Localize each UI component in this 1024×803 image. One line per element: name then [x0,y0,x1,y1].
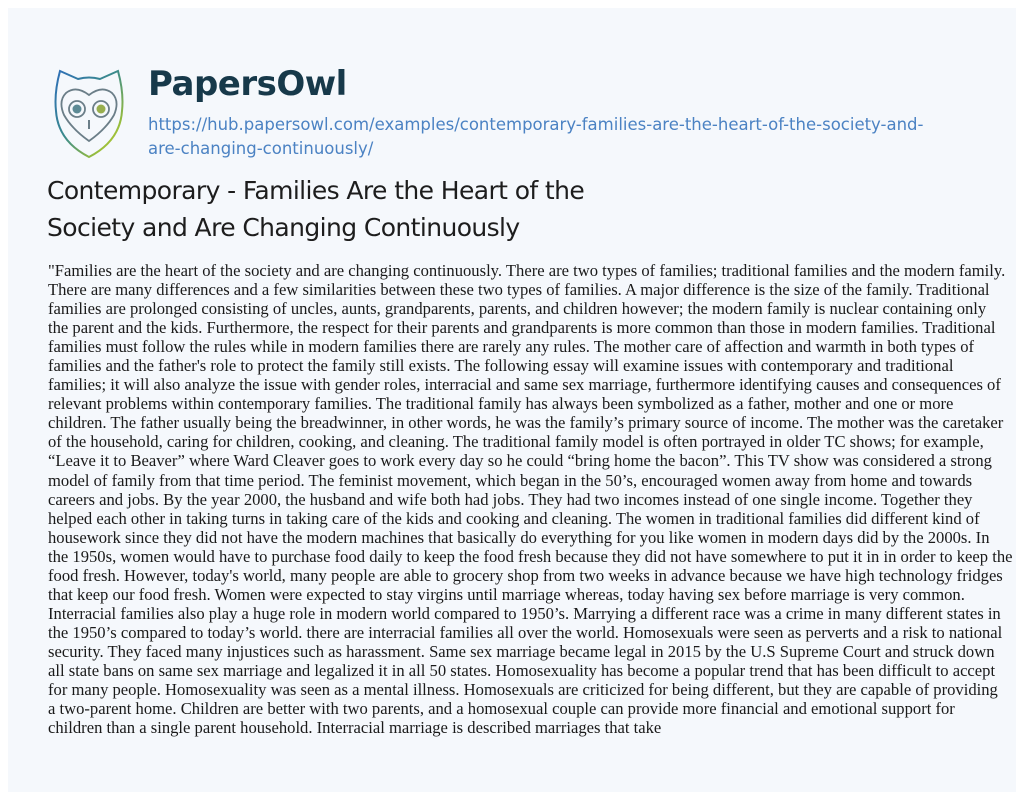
source-url-line-1: https://hub.papersowl.com/examples/contemporary-families-are-the-heart-of-the-society-and- [148,115,924,134]
essay-line: children. The father usually being the breadwinner, in other words, he was the family’s primary source of income. The mother was the caretaker [48,413,1004,433]
essay-line: a two-parent home. Children are better with two parents, and a homosexual couple can provide more financial and emotional support for [48,699,955,719]
essay-line: families and the father's role to protect the family still exists. The following essay will examine issues with contemporary and traditional [48,356,954,376]
site-header [48,62,948,161]
essay-line: families are prolonged consisting of uncles, aunts, grandparents, parents, and children however; the modern family is nuclear containing only [48,299,987,319]
brand-name: PapersOwl [148,64,347,104]
essay-line: the 1950s, women would have to purchase food daily to keep the food fresh because they did not have somewhere to put it in in order to keep the [48,546,1013,566]
essay-line: families; it will also analyze the issue with gender roles, interracial and same sex marriage, furthermore identifying causes and consequences of [48,375,1001,395]
essay-line: helped each other in taking turns in taking care of the kids and cooking and cleaning. The women in traditional families did different kind of [48,508,980,528]
essay-line: careers and jobs. By the year 2000, the husband and wife both had jobs. They had two incomes instead of one single income. Together they [48,489,973,509]
essay-line: families must follow the rules while in modern families there are rarely any rules. The mother care of affection and warmth in both types of [48,337,975,357]
essay-line: that keep our food fresh. Women were expected to stay virgins until marriage whereas, today having sex before marriage is very common. [48,584,965,604]
page-title-line-2: Society and Are Changing Continuously [47,213,520,242]
essay-line: the 1950’s compared to today’s world. there are interracial families all over the world. Homosexuals were seen as perverts and a risk to national [48,622,1003,642]
essay-line: food fresh. However, today's world, many people are able to grocery shop from two weeks in advance because we have high technology fridges [48,565,1003,585]
page-title [47,172,687,246]
source-url-link[interactable] [148,113,948,161]
essay-line: housework since they did not have the modern machines that basically do everything for you like women in modern days did by the 2000s. In [48,527,990,547]
essay-line: of the household, caring for children, cooking, and cleaning. The traditional family model is often portrayed in older TC shows; for example, [48,432,984,452]
essay-line: for many people. Homosexuality was seen as a mental illness. Homosexuals are criticized for being different, but they are capable of providing [48,680,998,700]
essay-line: "Families are the heart of the society and are changing continuously. There are two types of families; traditional families and the modern family. [48,261,1006,280]
essay-line: security. They faced many injustices such as harassment. Same sex marriage became legal in 2015 by the U.S Supreme Court and struck down [48,641,995,661]
page-title-line-1: Contemporary - Families Are the Heart of the [47,176,585,205]
essay-line: model of family from that time period. The feminist movement, which began in the 50’s, encouraged women away from home and towards [48,470,973,490]
essay-line: relevant problems within contemporary families. The traditional family has always been symbolized as a father, mother and one or more [48,394,954,414]
essay-line: There are many differences and a few similarities between these two types of families. A major difference is the size of the family. Traditional [48,280,990,300]
brand-block [148,62,948,161]
essay-line: Interracial families also play a huge role in modern world compared to 1950’s. Marrying a different race was a crime in many different states in [48,603,1001,623]
essay-body [48,261,1013,738]
essay-line: the parent and the kids. Furthermore, the respect for their parents and grandparents is more common than those in modern families. Traditional [48,318,996,338]
essay-line: children than a single parent household. Interracial marriage is described marriages that take [48,718,662,738]
essay-line: all state bans on same sex marriage and legalized it in all 50 states. Homosexuality has become a popular trend that has been difficult to accept [48,660,996,680]
owl-logo-icon [48,65,130,161]
essay-line: “Leave it to Beaver” where Ward Cleaver goes to work every day so he could “bring home the bacon”. This TV show was considered a strong [48,451,992,471]
source-url-line-2: are-changing-continuously/ [148,139,374,158]
